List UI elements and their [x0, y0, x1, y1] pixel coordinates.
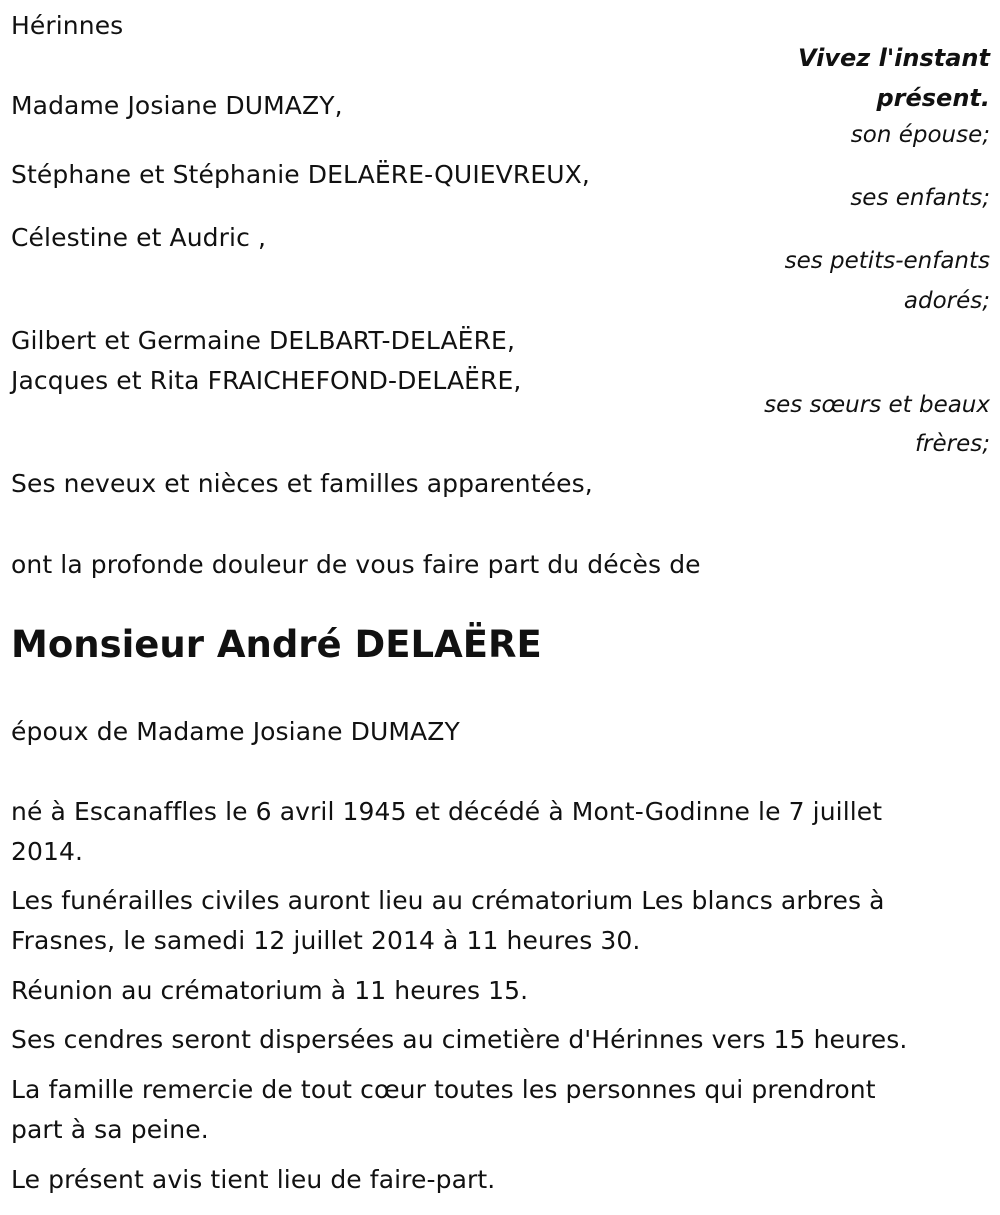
children-name: Stéphane et Stéphanie DELAËRE-QUIEVREUX, — [11, 160, 590, 189]
grandchildren-role-line-1: ses petits-enfants — [784, 248, 990, 274]
motto-line-2: présent. — [876, 84, 990, 112]
spouse-name: Madame Josiane DUMAZY, — [11, 91, 343, 120]
ashes-line: Ses cendres seront dispersées au cimetière d'Hérinnes vers 15 heures. — [11, 1025, 908, 1054]
location-heading: Hérinnes — [11, 11, 124, 40]
birth-death-line-2: 2014. — [11, 837, 84, 866]
grandchildren-name: Célestine et Audric , — [11, 223, 267, 252]
siblings-role-line-1: ses sœurs et beaux — [764, 392, 990, 418]
spouse-of-line: époux de Madame Josiane DUMAZY — [11, 717, 460, 746]
grandchildren-role-line-2: adorés; — [903, 288, 990, 314]
siblings-role-line-2: frères; — [914, 431, 990, 457]
relatives-line: Ses neveux et nièces et familles apparentées, — [11, 469, 593, 498]
notice-line: Le présent avis tient lieu de faire-part. — [11, 1165, 496, 1194]
thanks-line-2: part à sa peine. — [11, 1115, 209, 1144]
funeral-line-1: Les funérailles civiles auront lieu au crématorium Les blancs arbres à — [11, 886, 885, 915]
birth-death-line-1: né à Escanaffles le 6 avril 1945 et décédé à Mont-Godinne le 7 juillet — [11, 797, 883, 826]
motto-line-1: Vivez l'instant — [797, 44, 990, 72]
spouse-role: son épouse; — [850, 122, 990, 148]
funeral-line-2: Frasnes, le samedi 12 juillet 2014 à 11 heures 30. — [11, 926, 641, 955]
meeting-line: Réunion au crématorium à 11 heures 15. — [11, 976, 529, 1005]
children-role: ses enfants; — [850, 185, 990, 211]
siblings-name-2: Jacques et Rita FRAICHEFOND-DELAËRE, — [11, 366, 522, 395]
announcement-line: ont la profonde douleur de vous faire part du décès de — [11, 550, 701, 579]
siblings-name-1: Gilbert et Germaine DELBART-DELAËRE, — [11, 326, 515, 355]
thanks-line-1: La famille remercie de tout cœur toutes les personnes qui prendront — [11, 1075, 876, 1104]
deceased-name: Monsieur André DELAËRE — [11, 623, 542, 666]
